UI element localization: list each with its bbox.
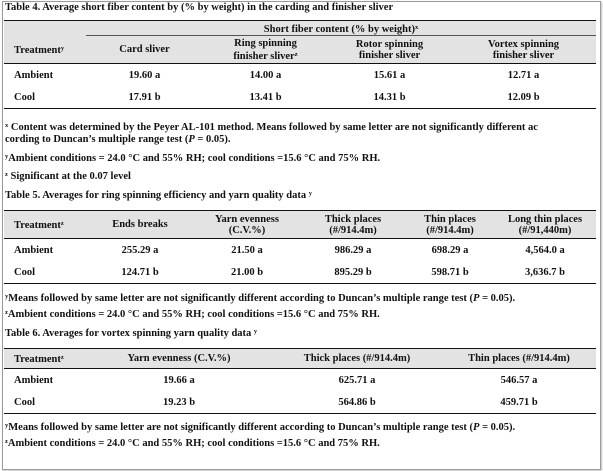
- table5-cell-thick: 986.29 a: [334, 244, 372, 256]
- table4-header-ring: Ring spinning finisher sliver$^z$: [203, 36, 328, 64]
- table5-caption: Table 5. Averages for ring spinning efficiency and yarn quality data $^y$: [5, 190, 312, 201]
- table4-cell-rotor: 14.31 b: [328, 87, 451, 109]
- table-row: [4, 87, 596, 109]
- table4-cell-vortex: 12.71 a: [507, 69, 540, 81]
- table6-cell-thin: 459.71 b: [442, 392, 596, 414]
- table6-cell-thin: 546.57 a: [500, 374, 538, 386]
- table6-cell-thick: 564.86 b: [272, 392, 442, 414]
- table5-cell-evenness: 21.50 a: [231, 244, 263, 256]
- table4: [4, 20, 596, 109]
- table5-header-thin: Thin places (#/914.4m): [406, 211, 494, 239]
- table5-cell-thin: 598.71 b: [406, 262, 494, 284]
- table5-cell-ends: 255.29 a: [121, 244, 159, 256]
- table6-header-evenness: Yarn evenness (C.V.%): [86, 349, 272, 369]
- table5-header-evenness: Yarn evenness (C.V.%): [194, 211, 300, 239]
- table5-note-z: $^z$Ambient conditions = 24.0 °C and 55% RH; cool conditions =15.6 °C and 75% RH.: [5, 309, 380, 320]
- table4-cell-card: 19.60 a: [128, 69, 161, 81]
- table5-cell-thick: 895.29 b: [300, 262, 406, 284]
- table-row: [4, 369, 596, 392]
- table4-caption: Table 4. Average short fiber content by (% by weight) in the carding and finisher sliver: [5, 2, 394, 13]
- table4-cell-card: 17.91 b: [86, 87, 203, 109]
- table4-cell-ring: 13.41 b: [203, 87, 328, 109]
- table6-cell-treatment: Cool: [4, 392, 86, 414]
- table4-header-vortex: Vortex spinning finisher sliver: [451, 36, 596, 64]
- table4-cell-ring: 14.00 a: [249, 69, 282, 81]
- table4-header-treatment: Treatment$^y$: [4, 36, 86, 64]
- table5-cell-treatment: Ambient: [14, 244, 54, 256]
- table5-cell-treatment: Cool: [4, 262, 86, 284]
- table5: [4, 210, 596, 284]
- table5-cell-long-thin: 3,636.7 b: [494, 262, 596, 284]
- table4-header-blank: [4, 21, 86, 36]
- table5-header-treatment: Treatment$^z$: [4, 211, 86, 239]
- table4-note-x: $^x$ Content was determined by the Peyer AL-101 method. Means followed by same letter are not significantly different ac: [5, 122, 538, 133]
- table6-note-y: $^y$Means followed by same letter are not significantly different according to Duncan’s multiple range test (P = 0.05).: [5, 422, 516, 433]
- table5-cell-evenness: 21.00 b: [194, 262, 300, 284]
- table6-caption: Table 6. Averages for vortex spinning yarn quality data $^y$: [5, 328, 258, 339]
- table4-note-z: $^z$ Significant at the 0.07 level: [5, 171, 131, 182]
- table4-cell-vortex: 12.09 b: [451, 87, 596, 109]
- table6-header-thin: Thin places (#/914.4m): [442, 349, 596, 369]
- table5-cell-thin: 698.29 a: [431, 244, 469, 256]
- table5-header-thick: Thick places (#/914.4m): [300, 211, 406, 239]
- table4-note-y: $^y$Ambient conditions = 24.0 °C and 55% RH; cool conditions =15.6 °C and 75% RH.: [5, 153, 381, 164]
- table-row: [4, 392, 596, 414]
- table5-header-ends: Ends breaks: [86, 211, 194, 239]
- table4-cell-treatment: Cool: [4, 87, 86, 109]
- table6: [4, 348, 596, 414]
- table5-cell-ends: 124.71 b: [86, 262, 194, 284]
- table6-cell-thick: 625.71 a: [338, 374, 376, 386]
- table5-header-long-thin: Long thin places (#/91,440m): [494, 211, 596, 239]
- table-row: [4, 239, 596, 262]
- table6-header-treatment: Treatment$^z$: [4, 349, 86, 369]
- table4-header-card: Card sliver: [86, 36, 203, 64]
- table5-note-y: $^y$Means followed by same letter are not significantly different according to Duncan’s multiple range test (P = 0.05).: [5, 293, 516, 304]
- table6-header-thick: Thick places (#/914.4m): [272, 349, 442, 369]
- table4-note-x-cont: cording to Duncan’s multiple range test (P = 0.05).: [5, 134, 231, 145]
- table4-cell-treatment: Ambient: [14, 69, 54, 81]
- table-row: [4, 262, 596, 284]
- table-row: [4, 64, 596, 87]
- table5-cell-long-thin: 4,564.0 a: [525, 244, 565, 256]
- table4-header-rotor: Rotor spinning finisher sliver: [328, 36, 451, 64]
- table4-cell-rotor: 15.61 a: [373, 69, 406, 81]
- table6-note-z: $^z$Ambient conditions = 24.0 °C and 55% RH; cool conditions =15.6 °C and 75% RH.: [5, 438, 380, 449]
- table6-cell-treatment: Ambient: [14, 374, 54, 386]
- table6-cell-evenness: 19.23 b: [86, 392, 272, 414]
- table4-group-header: Short fiber content (% by weight)$^x$: [86, 21, 596, 36]
- table6-cell-evenness: 19.66 a: [163, 374, 195, 386]
